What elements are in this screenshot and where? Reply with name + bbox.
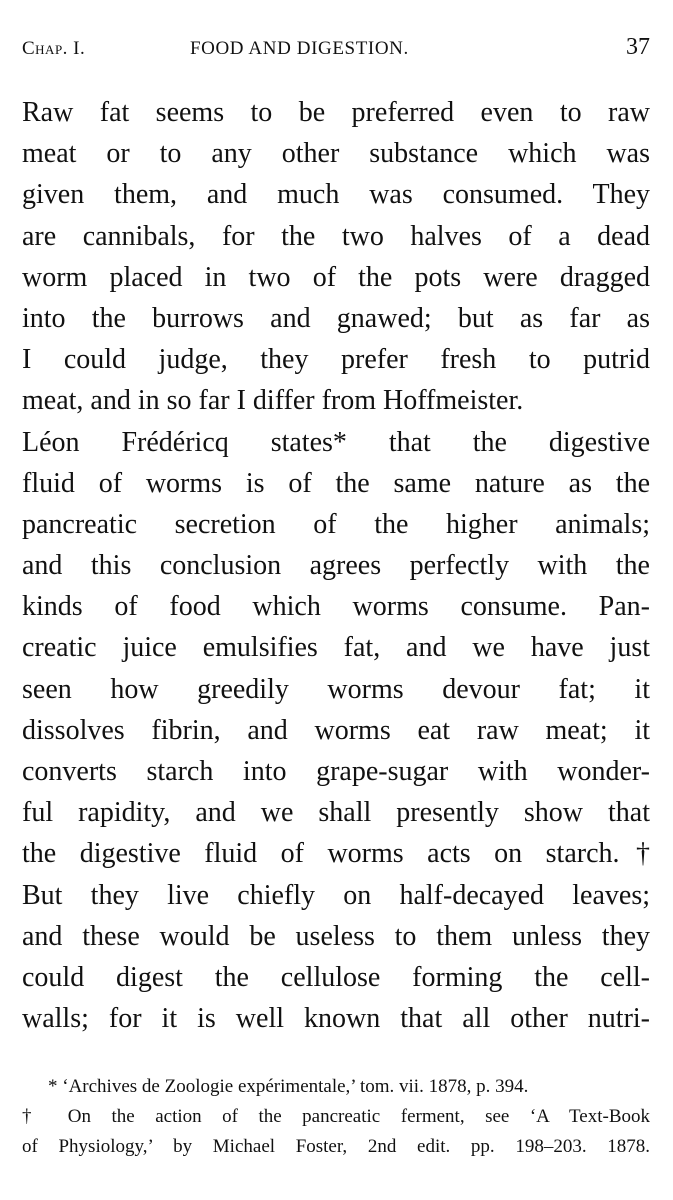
text-line: creatic juice emulsifies fat, and we have just bbox=[22, 632, 650, 664]
text-line: and this conclusion agrees perfectly with the bbox=[22, 550, 650, 582]
text-line: Raw fat seems to be preferred even to raw bbox=[22, 97, 650, 128]
text-line: converts starch into grape-sugar with wonder- bbox=[22, 756, 650, 787]
body-text bbox=[22, 92, 650, 1039]
footnote-1: * ‘Archives de Zoologie expérimentale,’ tom. vii. 1878, p. 394. bbox=[48, 1076, 529, 1097]
footnote-2: † On the action of the pancreatic ferment, see ‘A Text-Book bbox=[22, 1106, 650, 1127]
text-line: seen how greedily worms devour fat; it bbox=[22, 673, 650, 705]
text-line: could digest the cellulose forming the cell- bbox=[22, 961, 650, 993]
running-head bbox=[22, 34, 650, 64]
footnotes bbox=[22, 1072, 650, 1162]
text-line: are cannibals, for the two halves of a dead bbox=[22, 220, 650, 252]
chapter-label: Chap. I. bbox=[22, 38, 86, 59]
text-line: and these would be useless to them unless they bbox=[22, 920, 650, 952]
footnote-2-continued: of Physiology,’ by Michael Foster, 2nd edit. pp. 198–203. 1878. bbox=[22, 1136, 650, 1157]
text-line: kinds of food which worms consume. Pan- bbox=[22, 591, 650, 623]
text-line: fluid of worms is of the same nature as the bbox=[22, 467, 650, 499]
page-number: 37 bbox=[626, 34, 650, 60]
text-line: meat, and in so far I differ from Hoffmeister. bbox=[22, 385, 524, 417]
text-line: dissolves fibrin, and worms eat raw meat; it bbox=[22, 714, 650, 746]
text-line: walls; for it is well known that all other nutri- bbox=[22, 1003, 650, 1035]
text-line: But they live chiefly on half-decayed leaves; bbox=[22, 879, 650, 911]
text-line: meat or to any other substance which was bbox=[22, 138, 650, 170]
text-line: into the burrows and gnawed; but as far as bbox=[22, 302, 650, 334]
text-line: given them, and much was consumed. They bbox=[22, 179, 650, 211]
text-line: pancreatic secretion of the higher animals; bbox=[22, 508, 650, 540]
text-line: the digestive fluid of worms acts on starch.† bbox=[22, 838, 650, 870]
chapter-title: FOOD AND DIGESTION. bbox=[190, 38, 409, 59]
text-line: ful rapidity, and we shall presently show that bbox=[22, 797, 650, 829]
text-line: I could judge, they prefer fresh to putrid bbox=[22, 344, 650, 376]
text-line: Léon Frédéricq states* that the digestive bbox=[22, 426, 650, 458]
text-line: worm placed in two of the pots were dragged bbox=[22, 261, 650, 293]
